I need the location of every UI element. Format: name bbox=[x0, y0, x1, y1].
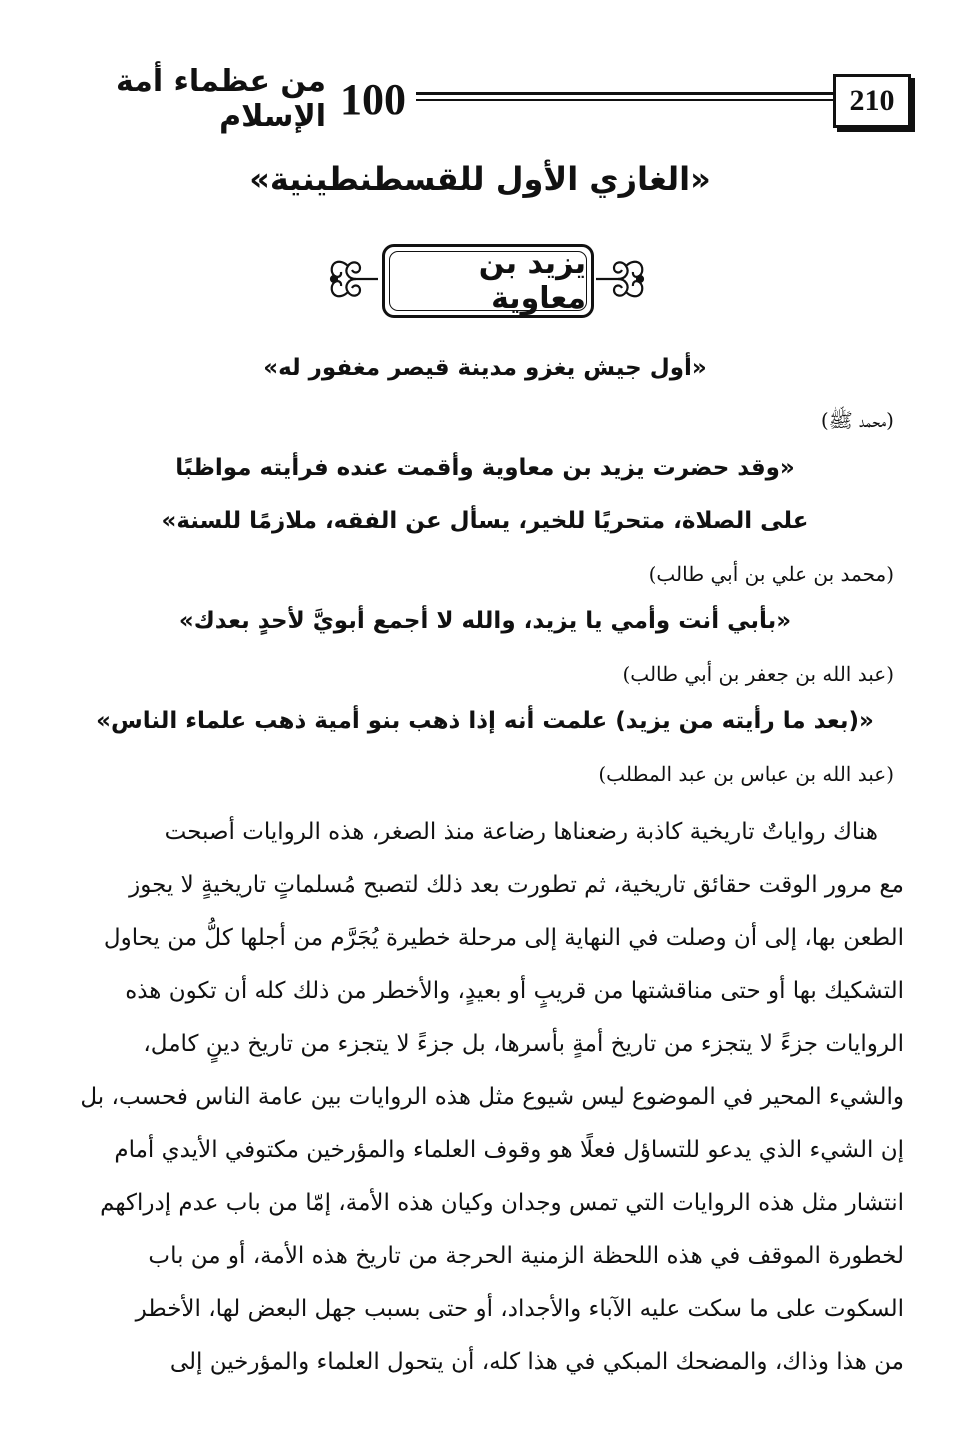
body-line: من هذا وذاك، والمضحك المبكي في هذا كله، أن يتحول العلماء والمؤرخين إلى bbox=[169, 1349, 904, 1375]
quote-2-attribution: (محمد بن علي بن أبي طالب) bbox=[648, 562, 894, 586]
quote-4-attribution: (عبد الله بن عباس بن عبد المطلب) bbox=[598, 762, 894, 786]
quote-3: «بأبي أنت وأمي يا يزيد، والله لا أجمع أبويَّ لأحدٍ بعدك» bbox=[178, 608, 792, 634]
running-header bbox=[66, 64, 911, 134]
book-title-number: 100 bbox=[340, 74, 406, 124]
body-line: انتشار مثل هذه الروايات التي تمس وجدان وكيان هذه الأمة، إمّا من باب عدم إدراكهم bbox=[100, 1190, 904, 1216]
chapter-name-cartouche bbox=[326, 238, 648, 322]
left-scroll-ornament-icon bbox=[326, 246, 380, 312]
page-number: 210 bbox=[833, 74, 911, 128]
quote-2-line-1: «وقد حضرت يزيد بن معاوية وأقمت عنده فرأيته مواظبًا bbox=[175, 455, 795, 481]
quote-3-attribution: (عبد الله بن جعفر بن أبي طالب) bbox=[622, 662, 894, 686]
body-line: إن الشيء الذي يدعو للتساؤل فعلًا هو وقوف العلماء والمؤرخين مكتوفي الأيدي أمام bbox=[114, 1137, 904, 1163]
body-line: التشكيك بها أو حتى مناقشتها من قريبٍ أو بعيدٍ، والأخطر من ذلك كله أن تكون هذه bbox=[125, 978, 904, 1004]
body-line: الطعن بها، إلى أن وصلت في النهاية إلى مرحلة خطيرة يُجَرَّم من أجلها كلُّ من يحاول bbox=[103, 925, 904, 951]
body-line: الروايات جزءً لا يتجزء من تاريخ أمةٍ بأسرها، بل جزءً لا يتجزء من تاريخ دينٍ كامل، bbox=[143, 1031, 904, 1057]
body-paragraph bbox=[64, 806, 904, 1389]
quote-1-attribution: (محمد ﷺ) bbox=[820, 408, 894, 432]
body-line: السكوت على ما سكت عليه الآباء والأجداد، أو حتى بسبب جهل البعض لها، الأخطر bbox=[135, 1296, 904, 1322]
chapter-title: «الغازي الأول للقسطنطينية» bbox=[249, 160, 711, 198]
header-rule bbox=[416, 92, 834, 101]
book-title-text: من عظماء أمة الإسلام bbox=[116, 64, 326, 134]
body-line: هناك رواياتٌ تاريخية كاذبة رضعناها رضاعة منذ الصغر، هذه الروايات أصبحت bbox=[164, 819, 878, 845]
right-scroll-ornament-icon bbox=[594, 246, 648, 312]
quote-2-line-2: على الصلاة، متحريًا للخير، يسأل عن الفقه، ملازمًا للسنة» bbox=[161, 508, 809, 534]
chapter-name: يزيد بن معاوية bbox=[389, 251, 587, 311]
body-line: والشيء المحير في الموضوع ليس شيوع مثل هذه الروايات بين عامة الناس فحسب، بل bbox=[80, 1084, 904, 1110]
body-line: مع مرور الوقت حقائق تاريخية، ثم تطورت بعد ذلك لتصبح مُسلماتٍ تاريخيةٍ لا يجوز bbox=[129, 872, 904, 898]
body-line: لخطورة الموقف في هذه اللحظة الزمنية الحرجة من تاريخ هذه الأمة، أو من باب bbox=[148, 1243, 904, 1269]
chapter-name-frame bbox=[382, 244, 594, 318]
quote-1: «أول جيش يغزو مدينة قيصر مغفور له» bbox=[263, 355, 707, 381]
book-title bbox=[66, 64, 406, 134]
quote-4: «(بعد ما رأيته من يزيد) علمت أنه إذا ذهب بنو أمية ذهب علماء الناس» bbox=[96, 708, 874, 734]
